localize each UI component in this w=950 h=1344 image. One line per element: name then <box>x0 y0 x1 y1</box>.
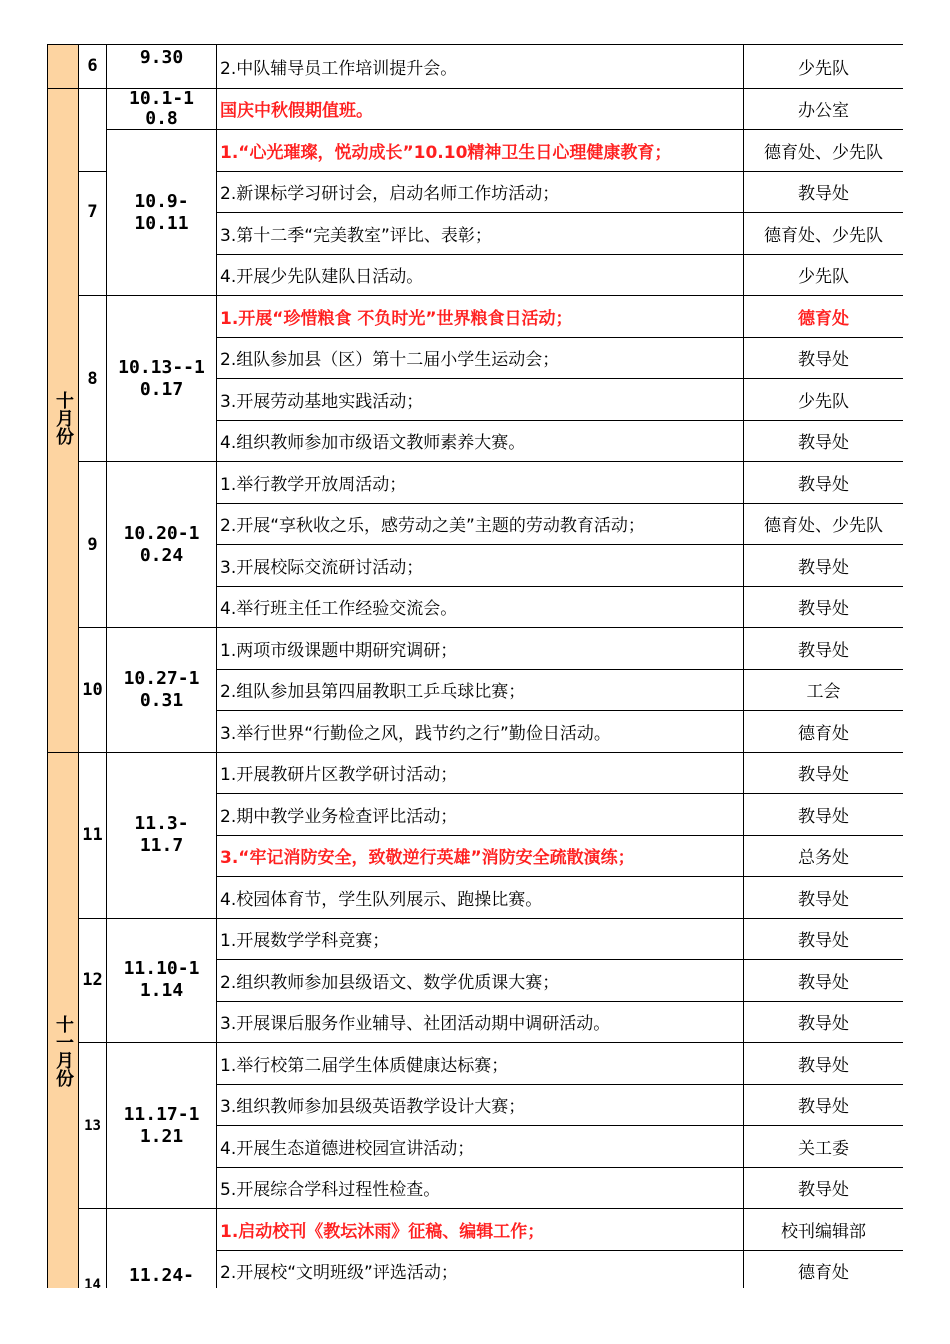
task-text: 4.举行班主任工作经验交流会。 <box>217 586 744 628</box>
task-text: 2.组织教师参加县级语文、数学优质课大赛； <box>217 960 744 1002</box>
week-number: 9 <box>79 462 107 628</box>
task-text: 4.组织教师参加市级语文教师素养大赛。 <box>217 420 744 462</box>
date-range: 10.20-10.24 <box>107 462 217 628</box>
dept-text: 校刊编辑部 <box>744 1209 904 1251</box>
task-text: 3.举行世界“行勤俭之风，践节约之行”勤俭日活动。 <box>217 711 744 753</box>
dept-text: 教导处 <box>744 752 904 794</box>
date-range: 11.10-11.14 <box>107 918 217 1043</box>
table-row <box>48 45 904 89</box>
task-text: 2.开展校“文明班级”评选活动； <box>217 1250 744 1288</box>
dept-text: 教导处 <box>744 960 904 1002</box>
dept-text: 德育处、少先队 <box>744 130 904 172</box>
table-row <box>48 462 904 504</box>
dept-text: 教导处 <box>744 794 904 836</box>
dept-text: 教导处 <box>744 586 904 628</box>
week-number: 10 <box>79 628 107 753</box>
task-text: 3.开展校际交流研讨活动； <box>217 545 744 587</box>
table-row <box>48 130 904 172</box>
month-label: 十一月份 <box>53 1014 74 1087</box>
week-number: 8 <box>79 296 107 462</box>
dept-text: 教导处 <box>744 545 904 587</box>
dept-text: 少先队 <box>744 254 904 296</box>
dept-text: 德育处、少先队 <box>744 213 904 255</box>
month-cell-october <box>48 88 79 752</box>
week-number: 6 <box>79 45 107 89</box>
date-range: 10.1-10.8 <box>107 88 217 130</box>
table-row <box>48 918 904 960</box>
dept-text: 少先队 <box>744 379 904 421</box>
task-text: 2.新课标学习研讨会，启动名师工作坊活动； <box>217 171 744 213</box>
dept-text: 教导处 <box>744 877 904 919</box>
week-number: 13 <box>79 1043 107 1209</box>
task-text: 2.中队辅导员工作培训提升会。 <box>217 45 744 89</box>
table-row <box>48 1043 904 1085</box>
task-text: 1.举行校第二届学生体质健康达标赛； <box>217 1043 744 1085</box>
task-text: 3.第十二季“完美教室”评比、表彰； <box>217 213 744 255</box>
task-text: 3.“牢记消防安全，致敬逆行英雄”消防安全疏散演练； <box>217 835 744 877</box>
dept-text: 教导处 <box>744 420 904 462</box>
date-range: 10.27-10.31 <box>107 628 217 753</box>
table-row <box>48 628 904 670</box>
task-text: 3.开展课后服务作业辅导、社团活动期中调研活动。 <box>217 1001 744 1043</box>
task-text: 4.开展少先队建队日活动。 <box>217 254 744 296</box>
week-number: 12 <box>79 918 107 1043</box>
schedule-sheet <box>47 44 903 1288</box>
date-range: 11.3-11.7 <box>107 752 217 918</box>
table-row <box>48 752 904 794</box>
table-row <box>48 88 904 130</box>
task-text: 1.开展“珍惜粮食 不负时光”世界粮食日活动； <box>217 296 744 338</box>
task-text: 2.组队参加县第四届教职工乒乓球比赛； <box>217 669 744 711</box>
dept-text: 工会 <box>744 669 904 711</box>
table-row <box>48 1209 904 1251</box>
month-cell-september <box>48 45 79 89</box>
task-text: 3.组织教师参加县级英语教学设计大赛； <box>217 1084 744 1126</box>
date-range: 11.17-11.21 <box>107 1043 217 1209</box>
dept-text: 德育处、少先队 <box>744 503 904 545</box>
dept-text: 德育处 <box>744 296 904 338</box>
dept-text: 德育处 <box>744 1250 904 1288</box>
task-text: 3.开展劳动基地实践活动； <box>217 379 744 421</box>
task-text: 4.开展生态道德进校园宣讲活动； <box>217 1126 744 1168</box>
date-range: 9.30 <box>107 45 217 89</box>
task-text: 1.举行教学开放周活动； <box>217 462 744 504</box>
dept-text: 教导处 <box>744 1043 904 1085</box>
dept-text: 教导处 <box>744 1001 904 1043</box>
task-text: 2.开展“享秋收之乐，感劳动之美”主题的劳动教育活动； <box>217 503 744 545</box>
task-text: 5.开展综合学科过程性检查。 <box>217 1167 744 1209</box>
dept-text: 教导处 <box>744 918 904 960</box>
week-number <box>79 1209 107 1289</box>
dept-text: 少先队 <box>744 45 904 89</box>
task-text: 4.校园体育节，学生队列展示、跑操比赛。 <box>217 877 744 919</box>
month-cell-november <box>48 752 79 1288</box>
week-number: 7 <box>79 171 107 296</box>
task-text: 1.开展教研片区教学研讨活动； <box>217 752 744 794</box>
schedule-table <box>47 44 903 1288</box>
task-text: 1.“心光璀璨，悦动成长”10.10精神卫生日心理健康教育； <box>217 130 744 172</box>
dept-text: 关工委 <box>744 1126 904 1168</box>
dept-text: 办公室 <box>744 88 904 130</box>
dept-text: 教导处 <box>744 1084 904 1126</box>
dept-text: 教导处 <box>744 1167 904 1209</box>
task-text: 1.开展数学学科竞赛； <box>217 918 744 960</box>
table-row <box>48 296 904 338</box>
week-number-text: 14 <box>84 1277 101 1288</box>
week-number <box>79 88 107 171</box>
dept-text: 教导处 <box>744 337 904 379</box>
month-label: 十月份 <box>53 390 74 445</box>
task-text: 1.两项市级课题中期研究调研； <box>217 628 744 670</box>
task-text: 国庆中秋假期值班。 <box>217 88 744 130</box>
dept-text: 教导处 <box>744 628 904 670</box>
week-number: 11 <box>79 752 107 918</box>
dept-text: 德育处 <box>744 711 904 753</box>
date-range <box>107 1209 217 1289</box>
task-text: 2.组队参加县（区）第十二届小学生运动会； <box>217 337 744 379</box>
task-text: 1.启动校刊《教坛沐雨》征稿、编辑工作； <box>217 1209 744 1251</box>
dept-text: 总务处 <box>744 835 904 877</box>
date-range-text: 11.24- <box>128 1265 195 1286</box>
date-range: 10.13--10.17 <box>107 296 217 462</box>
task-text: 2.期中教学业务检查评比活动； <box>217 794 744 836</box>
dept-text: 教导处 <box>744 171 904 213</box>
dept-text: 教导处 <box>744 462 904 504</box>
date-range: 10.9-10.11 <box>107 130 217 296</box>
